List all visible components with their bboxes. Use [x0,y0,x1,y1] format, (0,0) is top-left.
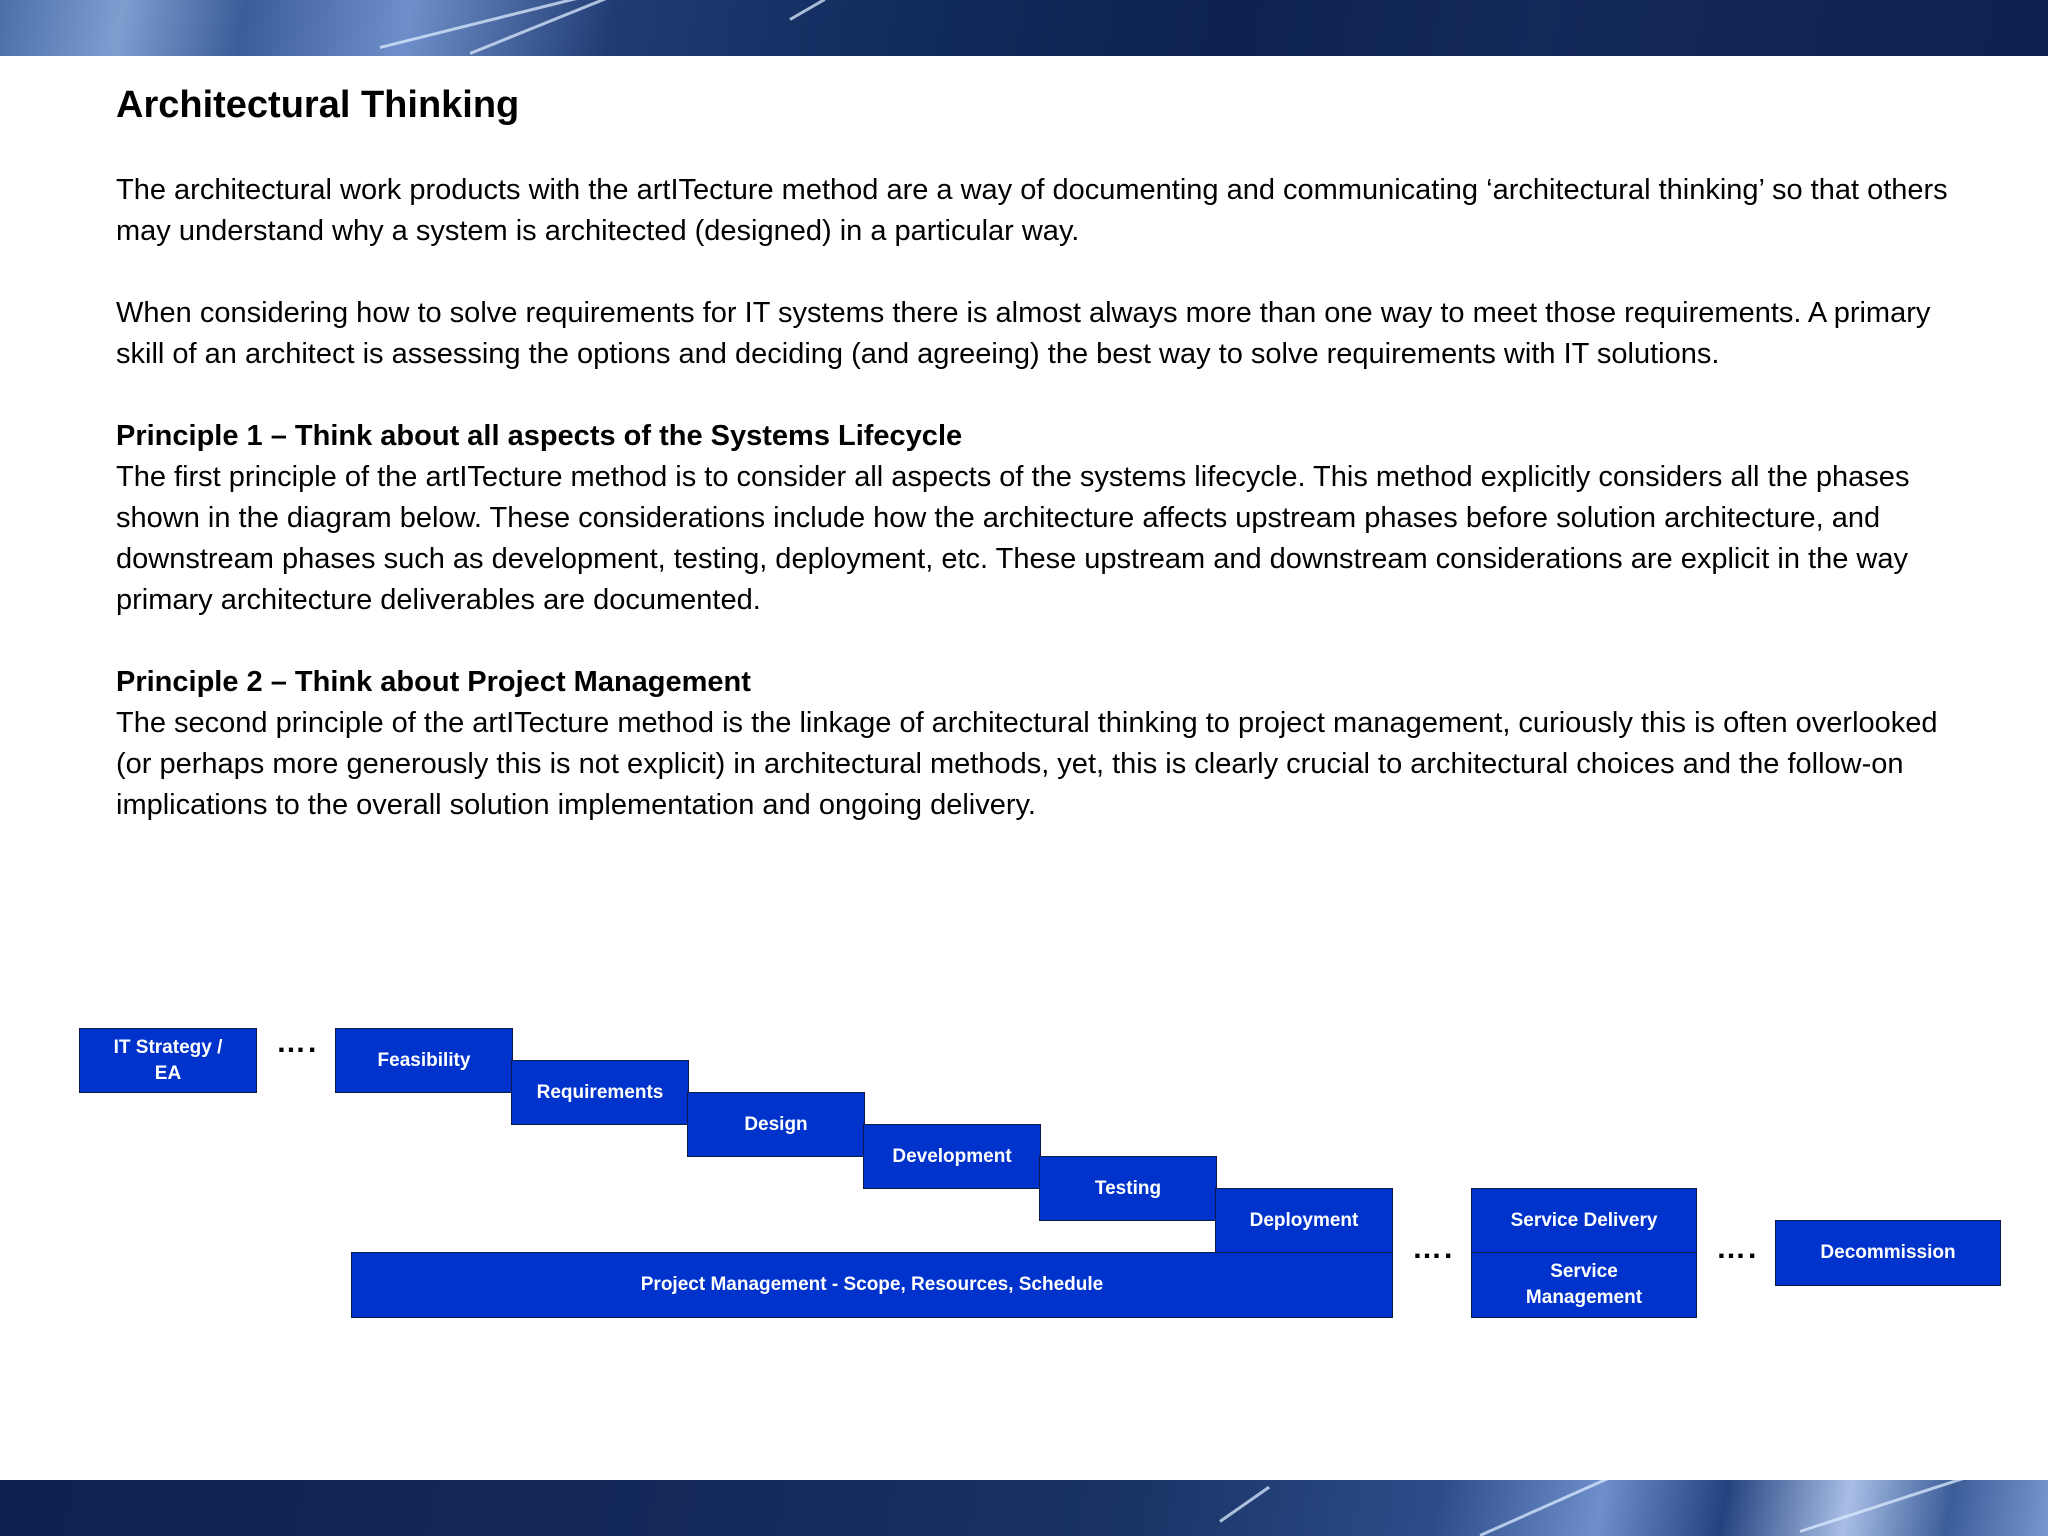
header-banner [0,0,2048,56]
phase-development: Development [863,1124,1041,1189]
ellipsis-3: …. [1716,1232,1759,1265]
document-body [116,80,1956,867]
principle-2 [116,662,1956,826]
project-management-bar: Project Management - Scope, Resources, Schedule [351,1252,1393,1318]
phase-design: Design [687,1092,865,1157]
page-title: Architectural Thinking [116,84,520,126]
options-paragraph: When considering how to solve requirements for IT systems there is almost always more than one way to meet those requirements. A primary skill of an architect is assessing the options and deciding (and agreeing) the best way to solve requirements with IT solutions. [116,297,1931,370]
light-streak [469,0,656,55]
phase-it-strategy: IT Strategy / EA [79,1028,257,1093]
light-streak [1219,1486,1270,1523]
principle-2-body: The second principle of the artITecture method is the linkage of architectural thinking to project management, curiously this is often overlooked (or perhaps more generously this is not explicit) in architectural methods, yet, this is clearly crucial to architectural choices and the follow-on implications to the overall solution implementation and ongoing delivery. [116,707,1938,821]
footer-banner [0,1480,2048,1536]
light-streak [380,0,633,49]
intro-paragraph: The architectural work products with the artITecture method are a way of documenting and communicating ‘architectural thinking’ so that others may understand why a system is architected (designed) in a particular way. [116,174,1948,247]
phase-requirements: Requirements [511,1060,689,1125]
phase-testing: Testing [1039,1156,1217,1221]
ellipsis-2: …. [1412,1232,1455,1265]
light-streak [1800,1480,2029,1533]
principle-1-heading: Principle 1 – Think about all aspects of the Systems Lifecycle [116,420,963,452]
light-streak [1479,1480,1663,1536]
phase-service-delivery: Service Delivery [1471,1188,1697,1253]
phase-service-management: Service Management [1471,1252,1697,1318]
principle-1 [116,416,1956,621]
ellipsis-1: …. [276,1026,319,1059]
principle-2-heading: Principle 2 – Think about Project Management [116,666,751,698]
phase-feasibility: Feasibility [335,1028,513,1093]
principle-1-body: The first principle of the artITecture method is to consider all aspects of the systems lifecycle. This method explicitly considers all the phases shown in the diagram below. These considerations include how the architecture affects upstream phases before solution architecture, and downstream phases such as development, testing, deployment, etc. These upstream and downstream considerations are explicit in the way primary architecture deliverables are documented. [116,461,1910,616]
phase-decommission: Decommission [1775,1220,2001,1286]
light-streak [789,0,825,21]
phase-deployment: Deployment [1215,1188,1393,1253]
